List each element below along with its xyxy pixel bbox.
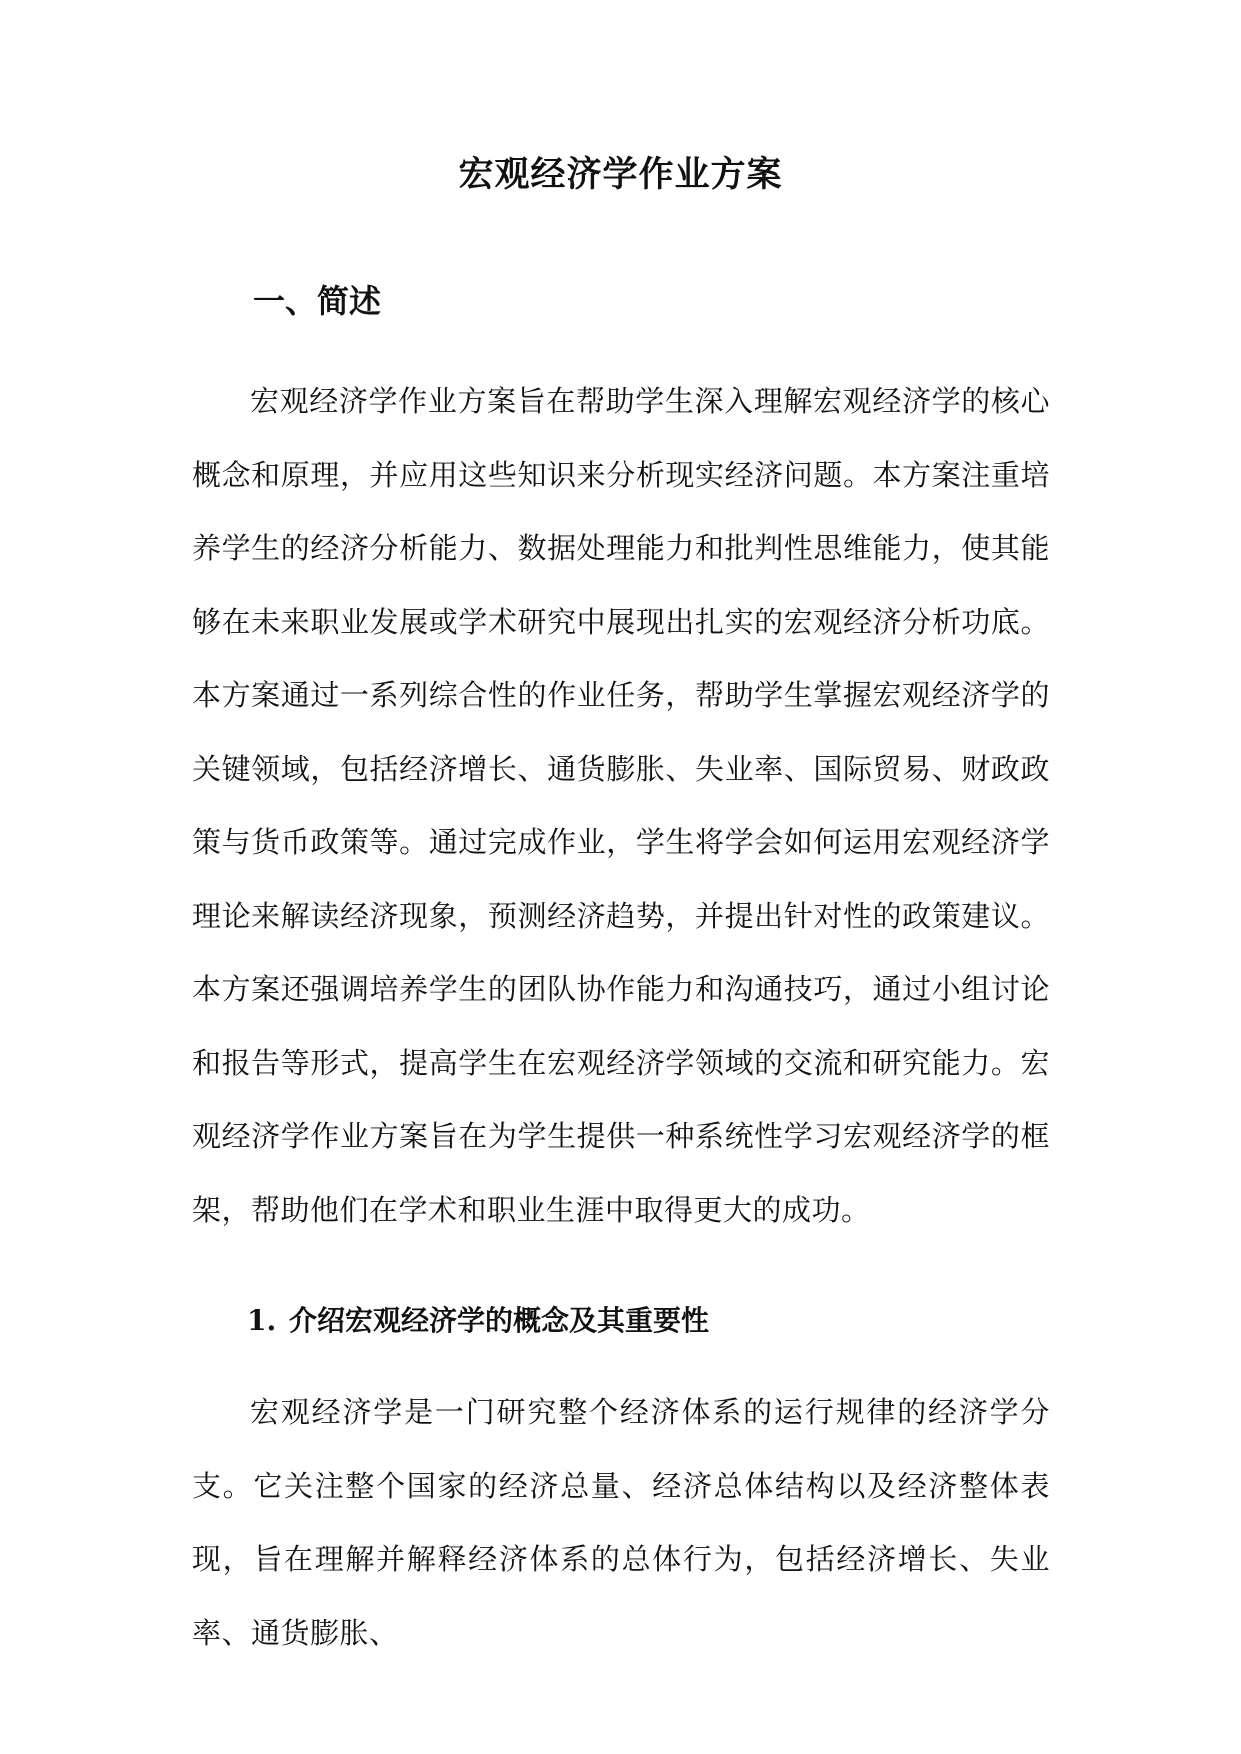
document-title: 宏观经济学作业方案 [458, 154, 783, 195]
subsection-title: 介绍宏观经济学的概念及其重要性 [289, 1304, 710, 1337]
section-heading-overview: 一、简述 [253, 282, 382, 320]
overview-paragraph: 宏观经济学作业方案旨在帮助学生深入理解宏观经济学的核心概念和原理，并应用这些知识来分析现实经济问题。本方案注重培养学生的经济分析能力、数据处理能力和批判性思维能力，使其能够在未来职业发展或学术研究中展现出扎实的宏观经济分析功底。本方案通过一系列综合性的作业任务，帮助学生掌握宏观经济学的关键领域，包括经济增长、通货膨胀、失业率、国际贸易、财政政策与货币政策等。通过完成作业，学生将学会如何运用宏观经济学理论来解读经济现象，预测经济趋势，并提出针对性的政策建议。本方案还强调培养学生的团队协作能力和沟通技巧，通过小组讨论和报告等形式，提高学生在宏观经济学领域的交流和研究能力。宏观经济学作业方案旨在为学生提供一种系统性学习宏观经济学的框架，帮助他们在学术和职业生涯中取得更大的成功。 [192, 384, 1050, 1227]
concept-paragraph: 宏观经济学是一门研究整个经济体系的运行规律的经济学分支。它关注整个国家的经济总量、经济总体结构以及经济整体表现，旨在理解并解释经济体系的总体行为，包括经济增长、失业率、通货膨胀、 [192, 1395, 1050, 1650]
subsection-number: 1. [247, 1304, 277, 1337]
subsection-heading-concept [247, 1301, 709, 1341]
